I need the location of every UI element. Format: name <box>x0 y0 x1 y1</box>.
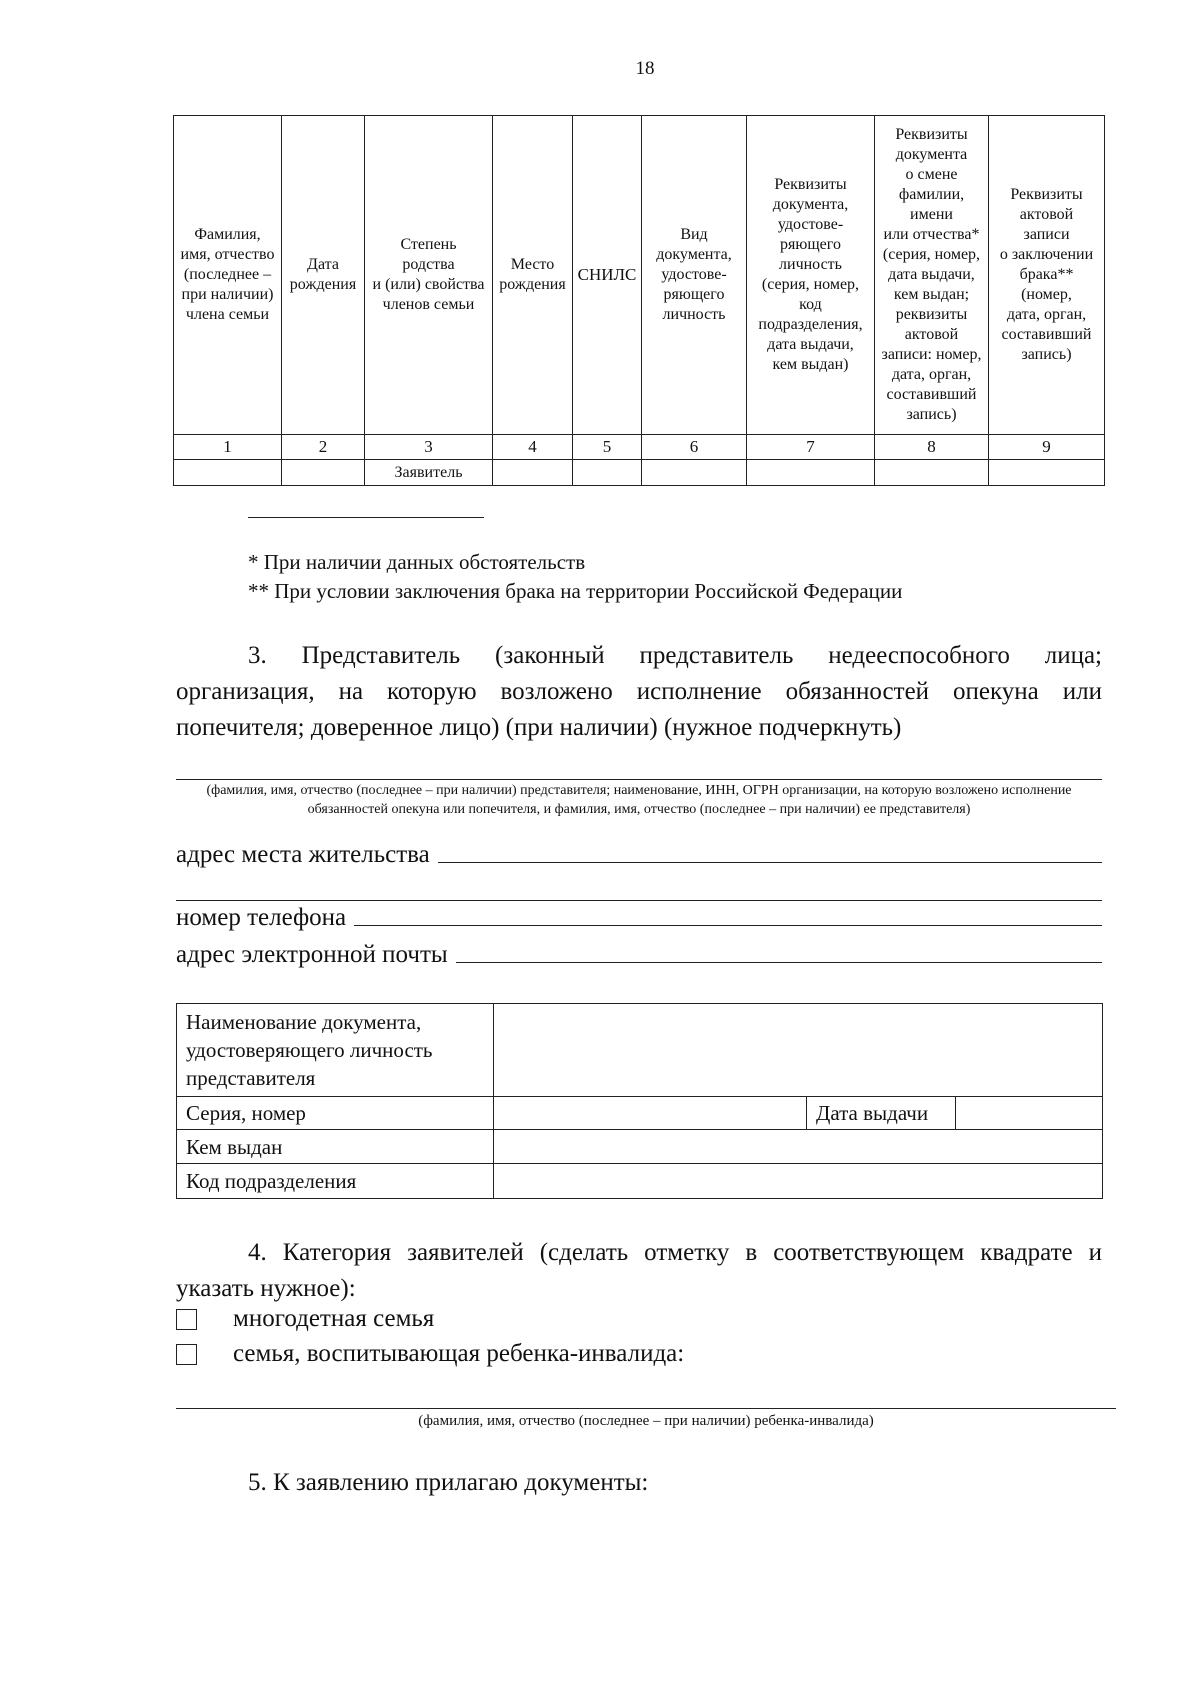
column-number: 9 <box>989 435 1105 460</box>
column-number: 1 <box>174 435 282 460</box>
table-cell: Заявитель <box>365 460 493 486</box>
issued-by-label: Кем выдан <box>177 1130 494 1164</box>
phone-label: номер телефона <box>176 904 347 931</box>
section-5-text: 5. К заявлению прилагаю документы: <box>248 1469 649 1496</box>
column-number: 8 <box>875 435 989 460</box>
option-label: семья, воспитывающая ребенка-инвалида: <box>233 1340 685 1367</box>
header-cell: Реквизиты документа о смене фамилии, имени или отчества* (серия, номер, дата выдачи, кем выдан; реквизиты актовой записи: номер, дата, орган, составивший запись) <box>875 116 989 435</box>
section-4-text: 4. Категория заявителей (сделать отметку в соответствующем квадрате и указать нужное): <box>176 1239 1102 1302</box>
column-number: 4 <box>493 435 573 460</box>
table-cell[interactable] <box>282 460 365 486</box>
issued-by-value[interactable] <box>494 1130 1103 1164</box>
page-number: 18 <box>635 58 655 79</box>
table-cell[interactable] <box>174 460 282 486</box>
series-value[interactable] <box>494 1097 807 1130</box>
header-cell: Вид документа, удостове- ряющего личность <box>642 116 747 435</box>
footnote-2: ** При условии заключения брака на территории Российской Федерации <box>248 579 903 603</box>
column-number: 5 <box>573 435 642 460</box>
table-row <box>177 1164 1103 1199</box>
address-label: адрес места жительства <box>176 841 430 868</box>
table-cell[interactable] <box>573 460 642 486</box>
email-field[interactable] <box>176 940 1102 969</box>
issue-date-label: Дата выдачи <box>807 1097 956 1130</box>
header-cell: Фамилия, имя, отчество (последнее – при наличии) члена семьи <box>174 116 282 435</box>
representative-id-table <box>176 1003 1103 1199</box>
phone-field[interactable] <box>176 903 1102 932</box>
table-row <box>177 1097 1103 1130</box>
email-label: адрес электронной почты <box>176 941 448 968</box>
doc-name-label: Наименование документа, удостоверяющего личность представителя <box>177 1004 494 1097</box>
table-row <box>177 1130 1103 1164</box>
header-cell: СНИЛС <box>573 116 642 435</box>
option-disabled-child[interactable] <box>176 1340 684 1368</box>
dept-code-value[interactable] <box>494 1164 1103 1199</box>
table-cell[interactable] <box>989 460 1105 486</box>
doc-name-value[interactable] <box>494 1004 1103 1097</box>
table-row <box>177 1004 1103 1097</box>
series-label: Серия, номер <box>177 1097 494 1130</box>
checkbox-disabled-child[interactable] <box>176 1344 197 1365</box>
footnote-separator <box>248 517 484 518</box>
header-cell: Дата рождения <box>282 116 365 435</box>
table-header-row <box>174 116 1105 435</box>
header-cell: Реквизиты документа, удостове- ряющего личность (серия, номер, код подразделения, дата выдачи, кем выдан) <box>747 116 875 435</box>
column-number: 6 <box>642 435 747 460</box>
dept-code-label: Код подразделения <box>177 1164 494 1199</box>
column-number: 2 <box>282 435 365 460</box>
disabled-child-caption: (фамилия, имя, отчество (последнее – при наличии) ребенка-инвалида) <box>418 1413 874 1429</box>
family-members-table <box>173 115 1105 486</box>
disabled-child-name-line[interactable] <box>176 1408 1116 1409</box>
checkbox-large-family[interactable] <box>176 1309 197 1330</box>
header-cell: Реквизиты актовой записи о заключении брака** (номер, дата, орган, составивший запись) <box>989 116 1105 435</box>
table-cell[interactable] <box>747 460 875 486</box>
option-label: многодетная семья <box>233 1305 435 1332</box>
address-line-2[interactable] <box>176 900 1102 901</box>
email-line[interactable] <box>456 940 1102 963</box>
column-number: 3 <box>365 435 493 460</box>
representative-caption: (фамилия, имя, отчество (последнее – при наличии) представителя; наименование, ИНН, ОГРН организации, на которую возложено исполнение обязанностей опекуна или попечителя, и фамилия, имя, отчество (последнее – при наличии) ее представителя) <box>206 783 1072 817</box>
table-row <box>174 460 1105 486</box>
table-cell[interactable] <box>493 460 573 486</box>
column-number: 7 <box>747 435 875 460</box>
footnote-1: * При наличии данных обстоятельств <box>248 550 586 574</box>
column-numbers-row <box>174 435 1105 460</box>
option-large-family[interactable] <box>176 1305 434 1333</box>
issue-date-value[interactable] <box>956 1097 1103 1130</box>
phone-line[interactable] <box>354 903 1102 926</box>
header-cell: Степень родства и (или) свойства членов семьи <box>365 116 493 435</box>
address-field[interactable] <box>176 840 1102 869</box>
table-cell[interactable] <box>875 460 989 486</box>
representative-name-line[interactable] <box>176 779 1102 780</box>
address-line[interactable] <box>438 840 1102 863</box>
table-cell[interactable] <box>642 460 747 486</box>
header-cell: Место рождения <box>493 116 573 435</box>
section-3-text: 3. Представитель (законный представитель недееспособного лица; организация, на которую возложено исполнение обязанностей опекуна или попечителя; доверенное лицо) (при наличии) (нужное подчеркнуть) <box>176 642 1102 741</box>
